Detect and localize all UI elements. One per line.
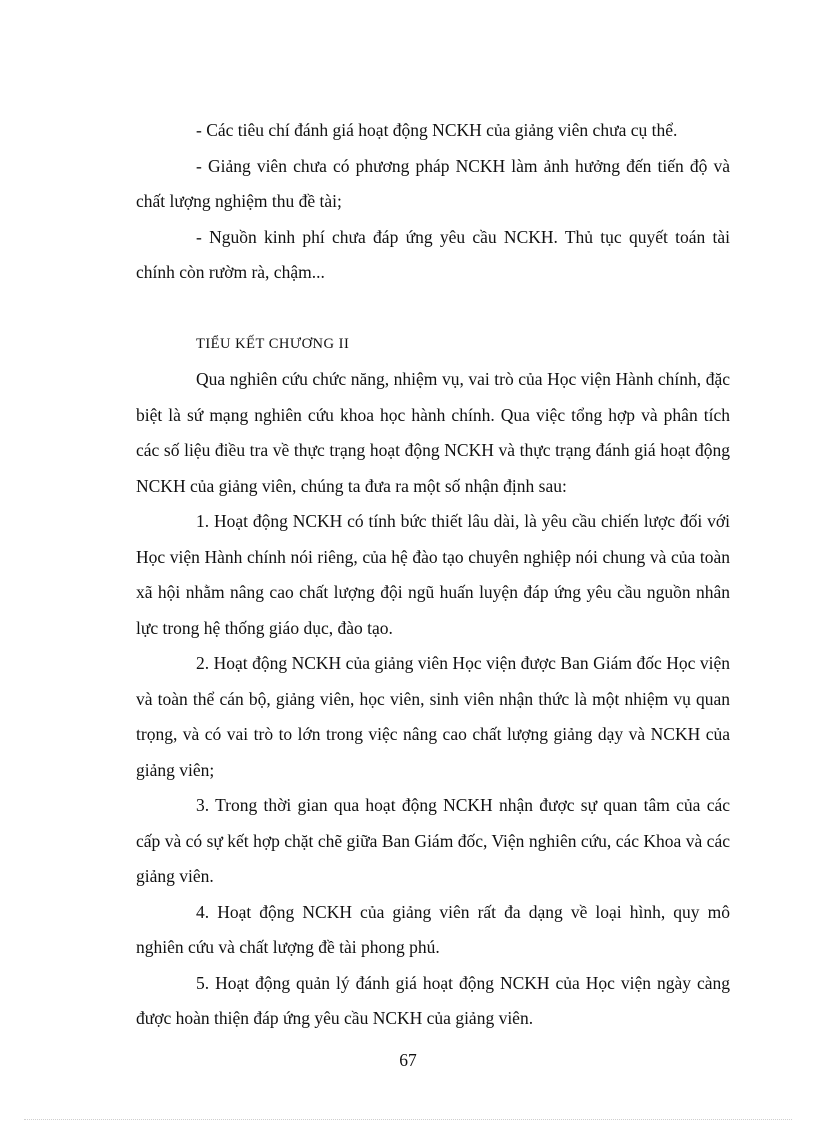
conclusion-point-5: 5. Hoạt động quản lý đánh giá hoạt động NCKH của Học viện ngày càng được hoàn thiện đáp ứng yêu cầu NCKH của giảng viên. bbox=[136, 972, 730, 1028]
page-bottom-divider bbox=[24, 1119, 792, 1120]
conclusion-point-4: 4. Hoạt động NCKH của giảng viên rất đa dạng về loại hình, quy mô nghiên cứu và chất lượng đề tài phong phú. bbox=[136, 901, 730, 957]
conclusion-point-3: 3. Trong thời gian qua hoạt động NCKH nhận được sự quan tâm của các cấp và có sự kết hợp chặt chẽ giữa Ban Giám đốc, Viện nghiên cứu, các Khoa và các giảng viên. bbox=[136, 795, 730, 886]
page-number: 67 bbox=[399, 1050, 417, 1070]
bullet-methods: - Giảng viên chưa có phương pháp NCKH làm ảnh hưởng đến tiến độ và chất lượng nghiệm thu đề tài; bbox=[136, 155, 730, 211]
conclusion-point-1: 1. Hoạt động NCKH có tính bức thiết lâu dài, là yêu cầu chiến lược đối với Học viện Hành chính nói riêng, của hệ đào tạo chuyên nghiệp nói chung và của toàn xã hội nhằm nâng cao chất lượng đội ngũ huấn luyện đáp ứng yêu cầu nguồn nhân lực trong hệ thống giáo dục, đào tạo. bbox=[136, 511, 730, 638]
section-heading: TIỂU KẾT CHƯƠNG II bbox=[196, 335, 350, 352]
bullet-funding: - Nguồn kinh phí chưa đáp ứng yêu cầu NCKH. Thủ tục quyết toán tài chính còn rườm rà, chậm... bbox=[136, 226, 730, 282]
bullet-criteria: - Các tiêu chí đánh giá hoạt động NCKH của giảng viên chưa cụ thể. bbox=[196, 120, 678, 140]
page-body bbox=[136, 113, 730, 1037]
conclusion-point-2: 2. Hoạt động NCKH của giảng viên Học viện được Ban Giám đốc Học viện và toàn thể cán bộ, giảng viên, học viên, sinh viên nhận thức là một nhiệm vụ quan trọng, và có vai trò to lớn trong việc nâng cao chất lượng giảng dạy và NCKH của giảng viên; bbox=[136, 653, 730, 780]
section-intro: Qua nghiên cứu chức năng, nhiệm vụ, vai trò của Học viện Hành chính, đặc biệt là sứ mạng nghiên cứu khoa học hành chính. Qua việc tổng hợp và phân tích các số liệu điều tra về thực trạng hoạt động NCKH và thực trạng đánh giá hoạt động NCKH của giảng viên, chúng ta đưa ra một số nhận định sau: bbox=[136, 369, 730, 496]
